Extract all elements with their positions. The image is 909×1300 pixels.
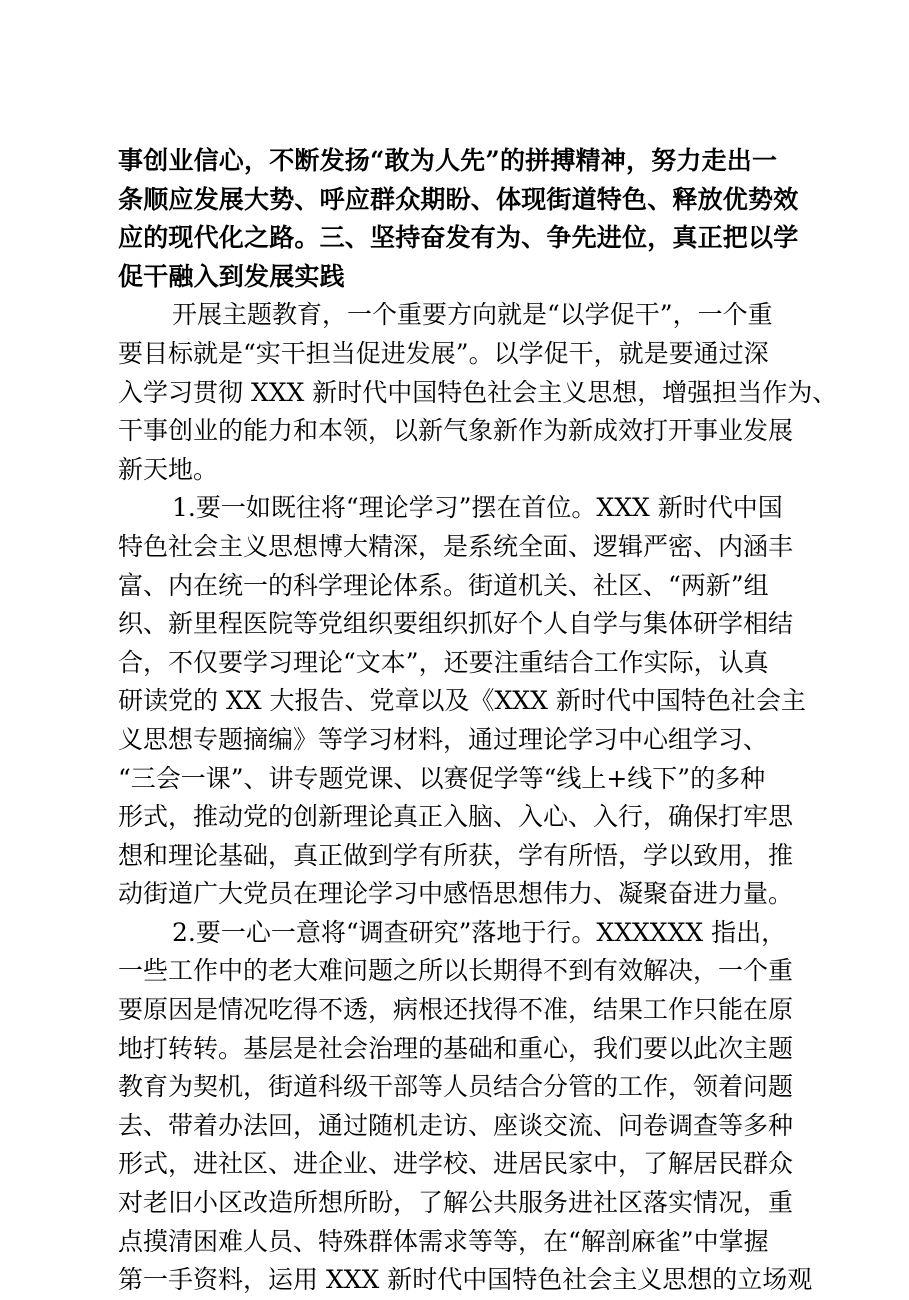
- paragraph-line: 要原因是情况吃得不透，病根还找得不准，结果工作只能在原: [118, 995, 794, 1025]
- paragraph-line: 新天地。: [118, 454, 219, 484]
- paragraph-line: 富、内在统一的科学理论体系。街道机关、社区、“两新”组: [118, 570, 769, 600]
- paragraph-line: 一些工作中的老大难问题之所以长期得不到有效解决，一个重: [118, 956, 794, 986]
- section-heading: [118, 142, 798, 296]
- paragraph-line: 地打转转。基层是社会治理的基础和重心，我们要以此次主题: [118, 1033, 794, 1063]
- paragraph-theory-study: [118, 489, 806, 914]
- paragraph-line: “三会一课”、讲专题党课、以赛促学等“线上+线下”的多种: [118, 763, 766, 793]
- paragraph-line: 2.要一心一意将“调查研究”落地于行。XXXXXX 指出，: [172, 917, 787, 947]
- heading-line: 应的现代化之路。三、坚持奋发有为、争先进位，真正把以学: [118, 223, 799, 253]
- paragraph-intro: [118, 296, 838, 489]
- paragraph-line: 开展主题教育，一个重要方向就是“以学促干”，一个重: [172, 300, 773, 330]
- paragraph-line: 第一手资料，运用 XXX 新时代中国特色社会主义思想的立场观: [118, 1265, 813, 1295]
- paragraph-line: 去、带着办法回，通过随机走访、座谈交流、问卷调查等多种: [118, 1110, 794, 1140]
- paragraph-line: 形式，推动党的创新理论真正入脑、入心、入行，确保打牢思: [118, 802, 794, 832]
- document-body: [118, 142, 838, 1300]
- paragraph-line: 织、新里程医院等党组织要组织抓好个人自学与集体研学相结: [118, 609, 794, 639]
- paragraph-investigation-research: [118, 914, 813, 1300]
- heading-line: 条顺应发展大势、呼应群众期盼、体现街道特色、释放优势效: [118, 184, 799, 214]
- paragraph-line: 义思想专题摘编》等学习材料，通过理论学习中心组学习、: [118, 724, 769, 754]
- heading-line: 事创业信心，不断发扬“敢为人先”的拼搏精神，努力走出一: [118, 146, 778, 175]
- paragraph-line: 特色社会主义思想博大精深，是系统全面、逻辑严密、内涵丰: [118, 531, 794, 561]
- paragraph-line: 1.要一如既往将“理论学习”摆在首位。XXX 新时代中国: [172, 493, 783, 523]
- paragraph-line: 点摸清困难人员、特殊群体需求等等，在“解剖麻雀”中掌握: [118, 1226, 769, 1256]
- paragraph-line: 要目标就是“实干担当促进发展”。以学促干，就是要通过深: [118, 338, 769, 368]
- paragraph-line: 合，不仅要学习理论“文本”，还要注重结合工作实际，认真: [118, 647, 769, 677]
- heading-line: 促干融入到发展实践: [118, 261, 345, 291]
- paragraph-line: 想和理论基础，真正做到学有所获，学有所悟，学以致用，推: [118, 840, 794, 870]
- paragraph-line: 对老旧小区改造所想所盼，了解公共服务进社区落实情况，重: [118, 1188, 794, 1218]
- paragraph-line: 研读党的 XX 大报告、党章以及《XXX 新时代中国特色社会主: [118, 686, 806, 716]
- paragraph-line: 入学习贯彻 XXX 新时代中国特色社会主义思想，增强担当作为、: [118, 377, 838, 407]
- paragraph-line: 干事创业的能力和本领，以新气象新作为新成效打开事业发展: [118, 416, 794, 446]
- paragraph-line: 动街道广大党员在理论学习中感悟思想伟力、凝聚奋进力量。: [118, 879, 794, 909]
- paragraph-line: 形式，进社区、进企业、进学校、进居民家中，了解居民群众: [118, 1149, 794, 1179]
- paragraph-line: 教育为契机，街道科级干部等人员结合分管的工作，领着问题: [118, 1072, 794, 1102]
